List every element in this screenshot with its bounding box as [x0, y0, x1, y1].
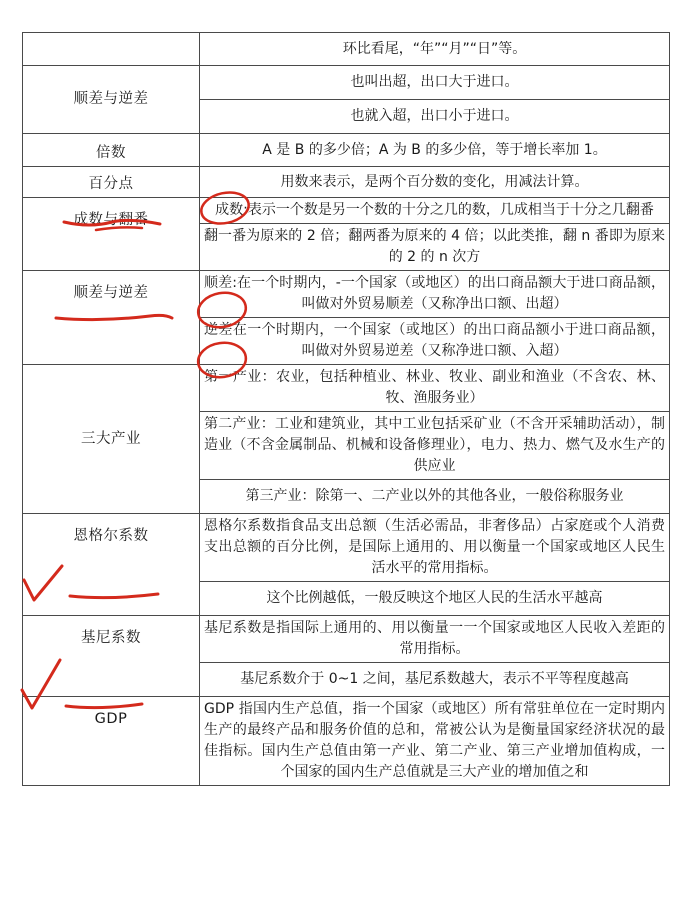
definition-cell — [200, 271, 670, 318]
table-row — [23, 66, 670, 100]
term-cell — [23, 33, 200, 66]
term-cell: 顺差与逆差 — [23, 66, 200, 134]
definition-text: 表示一个数是另一个数的十分之几的数，几成相当于十分之几翻番 — [247, 202, 654, 218]
term-cell: 成数与翻番 — [23, 198, 200, 271]
table-row — [23, 167, 670, 198]
table-row — [23, 33, 670, 66]
definition-cell — [200, 198, 670, 224]
definition-cell: A 是 B 的多少倍；A 为 B 的多少倍，等于增长率加 1。 — [200, 134, 670, 167]
term-cell: 三大产业 — [23, 365, 200, 514]
keyword-label: 成数: — [215, 202, 248, 218]
definition-cell: 基尼系数介于 0~1 之间，基尼系数越大，表示不平等程度越高 — [200, 663, 670, 697]
term-cell: 百分点 — [23, 167, 200, 198]
definition-cell: GDP 指国内生产总值，指一个国家（或地区）所有常驻单位在一定时期内生产的最终产品和服务价值的总和，常被公认为是衡量国家经济状况的最佳指标。国内生产总值由第一产业、第二产业、第三产业增加值构成，一个国家的国内生产总值就是三大产业的增加值之和 — [200, 697, 670, 786]
term-cell: 倍数 — [23, 134, 200, 167]
table-row — [23, 514, 670, 582]
keyword-label: 逆差 — [204, 322, 233, 338]
definition-cell: 这个比例越低，一般反映这个地区人民的生活水平越高 — [200, 582, 670, 616]
definition-cell: 基尼系数是指国际上通用的、用以衡量一一个国家或地区人民收入差距的常用指标。 — [200, 616, 670, 663]
definition-text: 在一个时期内，一个国家（或地区）的出口商品额小于进口商品额，叫做对外贸易逆差（又称净进口额、入超） — [232, 322, 666, 359]
term-cell: GDP — [23, 697, 200, 786]
definition-cell: 第一产业：农业，包括种植业、林业、牧业、副业和渔业（不含农、林、牧、渔服务业） — [200, 365, 670, 412]
definition-cell: 恩格尔系数指食品支出总额（生活必需品，非奢侈品）占家庭或个人消费支出总额的百分比例，是国际上通用的、用以衡量一个国家或地区人民生活水平的常用指标。 — [200, 514, 670, 582]
definition-cell: 翻一番为原来的 2 倍；翻两番为原来的 4 倍；以此类推，翻 n 番即为原来的 2 的 n 次方 — [200, 224, 670, 271]
term-cell: 基尼系数 — [23, 616, 200, 697]
definition-cell: 环比看尾，“年”“月”“日”等。 — [200, 33, 670, 66]
term-cell: 恩格尔系数 — [23, 514, 200, 616]
keyword-label: 顺差: — [204, 275, 237, 291]
table-row — [23, 365, 670, 412]
definition-cell: 也叫出超，出口大于进口。 — [200, 66, 670, 100]
terms-table — [22, 32, 670, 786]
definition-text: 在一个时期内，-一个国家（或地区）的出口商品额大于进口商品额，叫做对外贸易顺差（又称净出口额、出超） — [236, 275, 665, 312]
definition-cell: 第二产业：工业和建筑业，其中工业包括采矿业（不含开采辅助活动），制造业（不含金属制品、机械和设备修理业），电力、热力、燃气及水生产的供应业 — [200, 412, 670, 480]
definition-cell: 也就入超，出口小于进口。 — [200, 100, 670, 134]
table-row — [23, 198, 670, 224]
definition-cell — [200, 318, 670, 365]
table-row — [23, 616, 670, 663]
term-cell: 顺差与逆差 — [23, 271, 200, 365]
definition-cell: 第三产业：除第一、二产业以外的其他各业，一般俗称服务业 — [200, 480, 670, 514]
table-row — [23, 134, 670, 167]
table-row — [23, 697, 670, 786]
definition-cell: 用数来表示，是两个百分数的变化，用减法计算。 — [200, 167, 670, 198]
table-row — [23, 271, 670, 318]
